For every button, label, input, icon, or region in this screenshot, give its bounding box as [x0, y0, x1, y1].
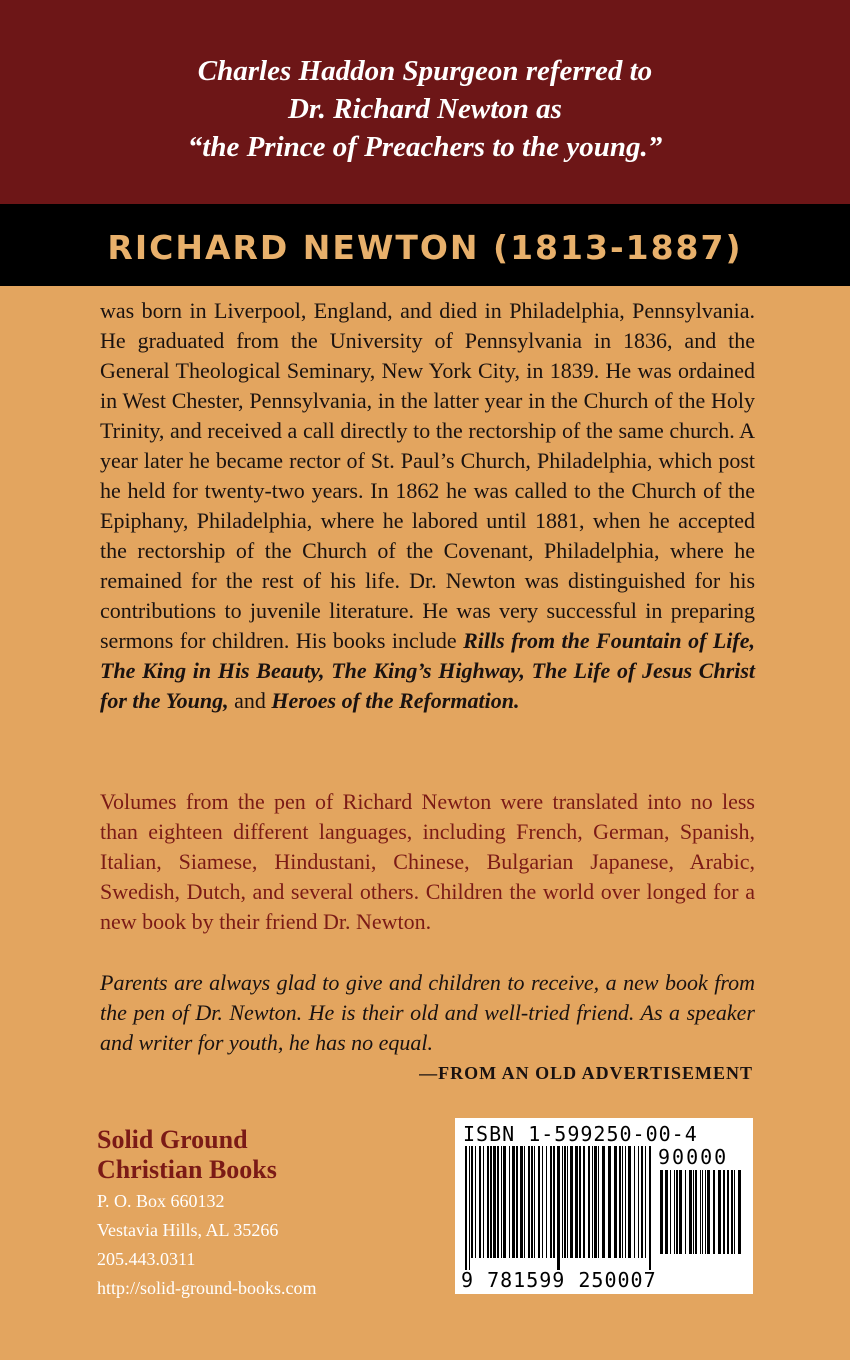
barcode-bar [557, 1146, 560, 1270]
barcode-bar [665, 1170, 668, 1254]
barcode-bar [713, 1170, 715, 1254]
barcode-bar [501, 1146, 502, 1258]
barcode-bar [483, 1146, 484, 1258]
book-title-kings-highway: The King’s Highway, [331, 658, 525, 683]
barcode-bar [731, 1170, 733, 1254]
barcode-bar [542, 1146, 543, 1258]
publisher-name-line-2: Christian Books [97, 1155, 277, 1184]
spurgeon-quote [0, 52, 850, 166]
barcode-bar [689, 1170, 692, 1254]
barcode-bar [641, 1146, 643, 1258]
barcode-bar [645, 1146, 646, 1258]
barcode-bar [583, 1146, 585, 1258]
author-title: RICHARD NEWTON (1813-1887) [107, 228, 743, 267]
barcode-bar [649, 1146, 651, 1270]
barcode-bar [479, 1146, 481, 1258]
publisher-po-box: P. O. Box 660132 [97, 1191, 225, 1211]
barcode-bar [465, 1146, 467, 1270]
barcode-bar [567, 1146, 568, 1258]
publisher-website: http://solid-ground-books.com [97, 1278, 317, 1298]
barcode-bar [693, 1170, 694, 1254]
barcode-bar [564, 1146, 566, 1258]
publisher-city: Vestavia Hills, AL 35266 [97, 1220, 279, 1240]
book-title-life-of-jesus: The Life of Jesus Christ for the Young, [100, 658, 756, 713]
barcode-bar [490, 1146, 492, 1258]
barcode-bar [602, 1146, 605, 1258]
barcode-bar [579, 1146, 581, 1258]
barcode-bar [550, 1146, 552, 1258]
barcode-bar [702, 1170, 703, 1254]
barcode-bar [520, 1146, 523, 1258]
barcode-bar [509, 1146, 510, 1258]
quote-line-1: Charles Haddon Spurgeon referred to [197, 55, 653, 87]
biography-paragraph [100, 296, 755, 716]
barcode-bar [634, 1146, 635, 1258]
barcode-bar [685, 1170, 686, 1254]
barcode-bar [727, 1170, 729, 1254]
barcode-bar [614, 1146, 617, 1258]
barcode-bar [608, 1146, 611, 1258]
barcode-bar [638, 1146, 639, 1258]
barcode-bar [695, 1170, 697, 1254]
ean-barcode [465, 1146, 657, 1270]
addon-barcode [660, 1170, 746, 1270]
barcode-bar [622, 1146, 623, 1258]
isbn-label: ISBN 1-599250-00-4 [463, 1122, 698, 1146]
barcode-bar [493, 1146, 496, 1258]
barcode-bar [512, 1146, 515, 1258]
barcode-bar [497, 1146, 499, 1258]
quote-line-3: “the Prince of Preachers to the young.” [187, 131, 663, 163]
barcode-bar [619, 1146, 621, 1258]
publisher-name [97, 1125, 277, 1185]
publisher-name-line-1: Solid Ground [97, 1125, 248, 1154]
publisher-phone: 205.443.0311 [97, 1249, 196, 1269]
barcode-bar [469, 1146, 470, 1270]
barcode-bar [570, 1146, 573, 1258]
barcode-bar [705, 1170, 706, 1254]
barcode-bar [625, 1146, 626, 1258]
barcode-bar [553, 1146, 555, 1258]
barcode-bar [594, 1146, 597, 1258]
addon-digits: 90000 [658, 1145, 729, 1169]
barcode-bar [700, 1170, 701, 1254]
quote-line-2: Dr. Richard Newton as [288, 93, 562, 125]
barcode-box [455, 1118, 753, 1294]
barcode-bar [676, 1170, 678, 1254]
advertisement-attribution: —FROM AN OLD ADVERTISEMENT [419, 1063, 753, 1083]
barcode-bar [562, 1146, 563, 1258]
barcode-bar [628, 1146, 631, 1258]
barcode-bar [531, 1146, 533, 1258]
barcode-bar [707, 1170, 710, 1254]
barcode-bar [738, 1170, 741, 1254]
barcode-bar [516, 1146, 518, 1258]
barcode-bar [475, 1146, 476, 1258]
barcode-bar [660, 1170, 663, 1254]
book-title-heroes: Heroes of the Reformation. [271, 688, 520, 713]
bio-and: and [228, 688, 272, 713]
book-title-king-beauty: The King in His Beauty, [100, 658, 325, 683]
barcode-bar [718, 1170, 721, 1254]
barcode-bar [546, 1146, 547, 1258]
barcode-bar [592, 1146, 593, 1258]
barcode-bar [487, 1146, 489, 1258]
barcode-bar [575, 1146, 578, 1258]
barcode-bar [674, 1170, 675, 1254]
publisher-contact [97, 1187, 317, 1303]
barcode-bar [734, 1170, 735, 1254]
barcode-bar [534, 1146, 535, 1258]
barcode-bar [471, 1146, 473, 1258]
languages-paragraph: Volumes from the pen of Richard Newton were translated into no less than eighteen different languages, including French, German, Spanish, Italian, Siamese, Hindustani, Chinese, Bulgarian Japanese, Arabic, Swedish, Dutch, and several others. Children the world over longed for a new book by their friend Dr. Newton. [100, 789, 755, 934]
barcode-bar [524, 1146, 525, 1258]
bio-text: was born in Liverpool, England, and died in Philadelphia, Pennsylvania. He graduated from the University of Pennsylvania in 1836, and the General Theological Seminary, New York City, in 1839. He was ordained in West Chester, Pennsylvania, in the latter year in the Church of the Holy Trinity, and received a call directly to the rectorship of the same church. A year later he became rector of St. Paul’s Church, Philadelphia, which post he held for twenty-two years. In 1862 he was called to the Church of the Epiphany, Philadelphia, where he labored until 1881, when he accepted the rectorship of the Church of the Covenant, Philadelphia, where he remained for the rest of his life. Dr. Newton was distinguished for his contributions to juvenile literature. He was very successful in preparing sermons for children. His books include [100, 298, 755, 653]
advertisement-quote: Parents are always glad to give and children to receive, a new book from the pen of Dr. Newton. He is their old and well-tried friend. As a speaker and writer for youth, he has no equal. [100, 970, 755, 1055]
barcode-bar [588, 1146, 590, 1258]
barcode-bar [598, 1146, 599, 1258]
barcode-bar [538, 1146, 540, 1258]
barcode-bar [528, 1146, 530, 1258]
barcode-bar [723, 1170, 725, 1254]
barcode-bar [679, 1170, 682, 1254]
barcode-bar [670, 1170, 671, 1254]
book-title-rills: Rills from the Fountain of Life, [463, 628, 755, 653]
barcode-bar [503, 1146, 506, 1258]
ean-digits: 9 781599 250007 [461, 1268, 657, 1292]
